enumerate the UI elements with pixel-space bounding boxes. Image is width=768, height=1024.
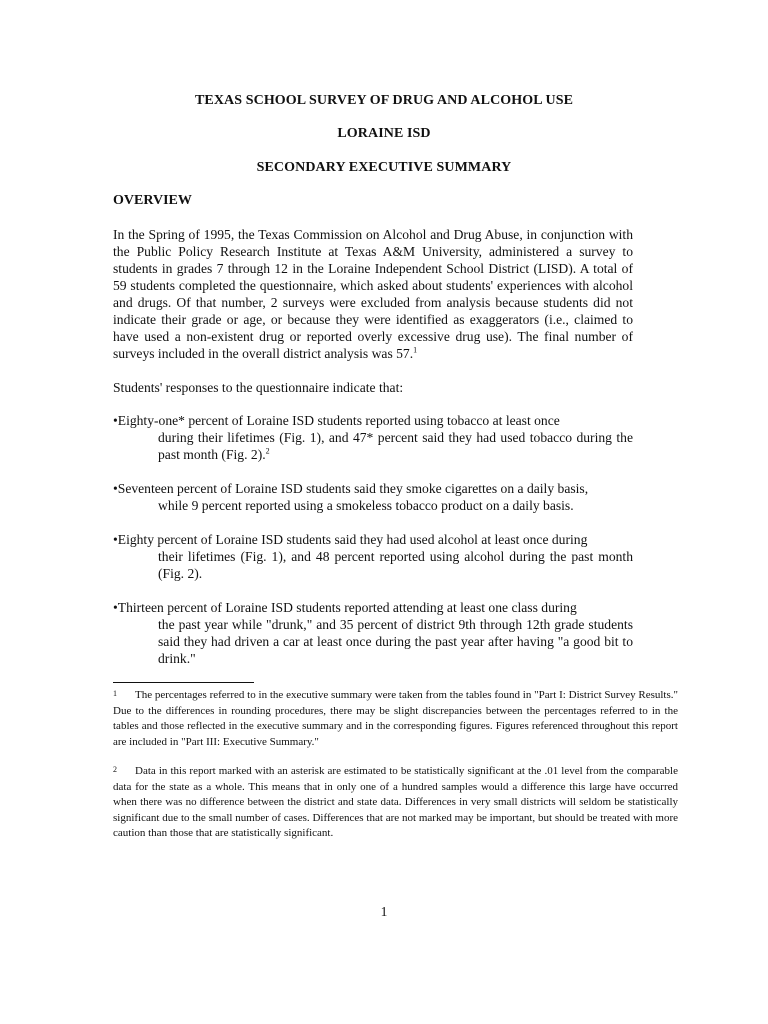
- bullet-item: [113, 480, 633, 514]
- intro-paragraph: [113, 226, 633, 362]
- bullet-item: [113, 531, 633, 582]
- footnote-mark: 2: [113, 765, 117, 774]
- document-title: TEXAS SCHOOL SURVEY OF DRUG AND ALCOHOL USE: [194, 93, 574, 108]
- section-title-overview: OVERVIEW: [113, 193, 192, 208]
- footnote-separator: [113, 682, 254, 683]
- bullet-continuation: their lifetimes (Fig. 1), and 48 percent reported using alcohol during the past month (Fig. 2).: [158, 549, 633, 581]
- bullet-item: [113, 599, 633, 667]
- footnote-ref-2[interactable]: 2: [265, 446, 270, 456]
- bullet-continuation: while 9 percent reported using a smokeless tobacco product on a daily basis.: [158, 498, 574, 513]
- lead-sentence: Students' responses to the questionnaire indicate that:: [113, 380, 404, 395]
- bullet-first-line: •Seventeen percent of Loraine ISD students said they smoke cigarettes on a daily basis,: [113, 481, 589, 496]
- footnote-1: [113, 688, 678, 750]
- bullet-continuation: [113, 429, 633, 463]
- document-subtitle: SECONDARY EXECUTIVE SUMMARY: [256, 160, 512, 175]
- bullet-continuation-text: during their lifetimes (Fig. 1), and 47* percent said they had used tobacco during the past month (Fig. 2).: [158, 430, 633, 462]
- footnote-ref-1[interactable]: 1: [413, 345, 418, 355]
- footnote-text: Data in this report marked with an asterisk are estimated to be statistically significant at the .01 level from the comparable data for the state as a whole. This means that in only one of a hundred samples would a difference this large have occurred when there was no difference between the district and state data. Differences in very small districts will seldom be statistically significant due to the small number of cases. Differences that are not marked may be important, but should be treated with more caution than those that are statistically significant.: [113, 765, 678, 840]
- footnote-text: The percentages referred to in the executive summary were taken from the tables found in "Part I: District Survey Results." Due to the differences in rounding procedures, there may be slight discrepancies between the percentages referred to in the tables and those reflected in the executive summary and in the corresponding figures. Figures referenced throughout this report are included in "Part III: Executive Summary.": [113, 689, 678, 748]
- bullet-item: [113, 412, 633, 463]
- page-number: 1: [380, 904, 388, 919]
- district-name: LORAINE ISD: [337, 126, 431, 141]
- footnote-mark: 1: [113, 689, 117, 698]
- bullet-first-line: •Thirteen percent of Loraine ISD students reported attending at least one class during: [113, 600, 577, 615]
- footnote-2: [113, 764, 678, 842]
- intro-paragraph-text: In the Spring of 1995, the Texas Commission on Alcohol and Drug Abuse, in conjunction with the Public Policy Research Institute at Texas A&M University, administered a survey to students in grades 7 through 12 in the Loraine Independent School District (LISD). A total of 59 students completed the questionnaire, which asked about students' experiences with alcohol and drugs. Of that number, 2 surveys were excluded from analysis because students did not indicate their grade or age, or because they were identified as exaggerators (i.e., claimed to have used a non-existent drug or reported overly excessive drug use). The final number of surveys included in the overall district analysis was 57.: [113, 227, 633, 361]
- bullet-first-line: •Eighty-one* percent of Loraine ISD students reported using tobacco at least once: [113, 413, 560, 428]
- bullet-continuation: the past year while "drunk," and 35 percent of district 9th through 12th grade students said they had driven a car at least once during the past year after having "a good bit to drink.": [158, 617, 633, 666]
- bullet-first-line: •Eighty percent of Loraine ISD students said they had used alcohol at least once during: [113, 532, 588, 547]
